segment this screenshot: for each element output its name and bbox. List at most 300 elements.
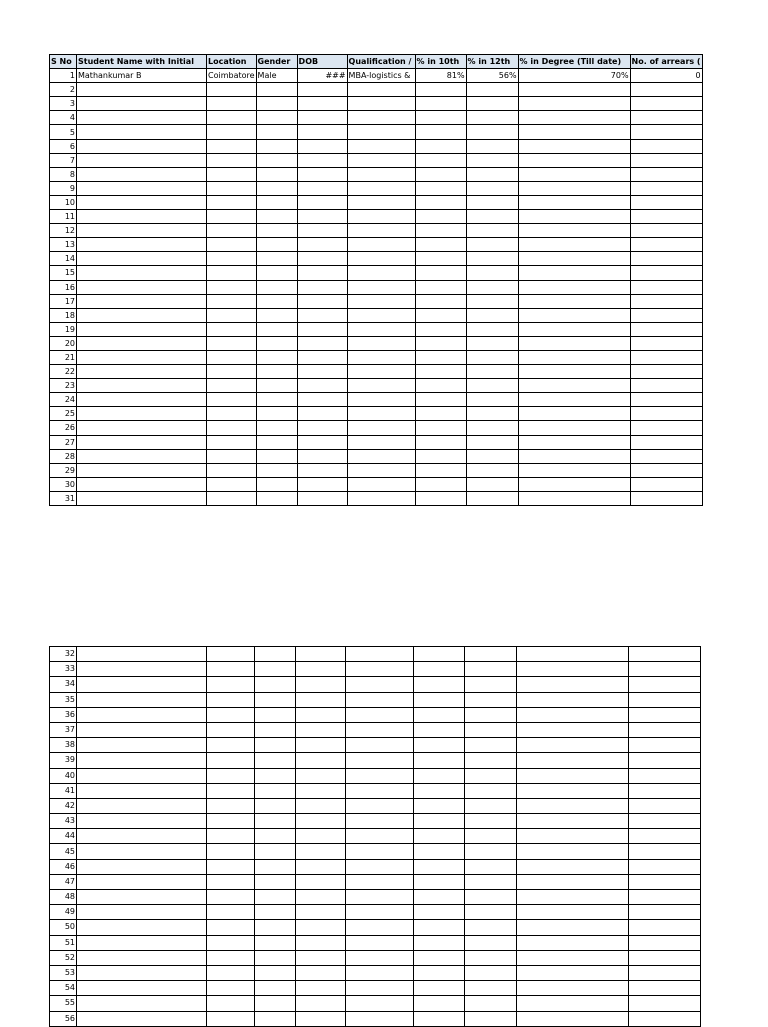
cell-arrears[interactable] [630,125,702,139]
cell-student-name[interactable] [77,477,207,491]
cell-qualification[interactable] [347,407,415,421]
cell-pct-12th[interactable] [466,435,518,449]
cell-pct-12th[interactable] [465,829,517,844]
cell-dob[interactable] [297,111,347,125]
cell-gender[interactable] [255,965,296,980]
cell-pct-degree[interactable] [517,707,629,722]
cell-location[interactable] [207,365,257,379]
cell-student-name[interactable] [77,920,207,935]
cell-dob[interactable] [297,266,347,280]
cell-qualification[interactable] [346,920,414,935]
cell-location[interactable] [207,753,255,768]
cell-qualification[interactable] [346,783,414,798]
cell-pct-12th[interactable] [466,280,518,294]
cell-pct-degree[interactable] [518,365,630,379]
cell-gender[interactable] [256,111,297,125]
cell-student-name[interactable] [77,435,207,449]
cell-student-name[interactable] [77,935,207,950]
cell-arrears[interactable] [630,111,702,125]
cell-location[interactable] [207,224,257,238]
cell-arrears[interactable] [630,365,702,379]
cell-dob[interactable] [296,829,346,844]
cell-pct-degree[interactable] [518,210,630,224]
cell-location[interactable] [207,153,257,167]
cell-location[interactable] [207,195,257,209]
cell-gender[interactable] [256,336,297,350]
cell-dob[interactable] [296,662,346,677]
cell-gender[interactable] [255,981,296,996]
cell-pct-12th[interactable] [465,950,517,965]
cell-location[interactable] [207,996,255,1011]
cell-pct-12th[interactable] [466,139,518,153]
cell-arrears[interactable] [629,996,701,1011]
cell-sno[interactable]: 2 [50,83,77,97]
cell-arrears[interactable] [630,421,702,435]
cell-sno[interactable]: 55 [50,996,77,1011]
cell-qualification[interactable] [347,379,415,393]
cell-pct-12th[interactable] [466,463,518,477]
cell-arrears[interactable] [630,322,702,336]
cell-dob[interactable] [297,83,347,97]
cell-student-name[interactable] [77,844,207,859]
cell-arrears[interactable] [630,181,702,195]
cell-sno[interactable]: 22 [50,365,77,379]
cell-arrears[interactable] [630,379,702,393]
cell-location[interactable] [207,981,255,996]
cell-pct-degree[interactable] [517,935,629,950]
cell-pct-12th[interactable] [466,195,518,209]
cell-location[interactable] [207,294,257,308]
cell-dob[interactable] [297,153,347,167]
cell-location[interactable] [207,844,255,859]
cell-sno[interactable]: 53 [50,965,77,980]
cell-qualification[interactable] [347,139,415,153]
cell-qualification[interactable] [346,981,414,996]
cell-student-name[interactable] [77,874,207,889]
cell-student-name[interactable] [77,365,207,379]
cell-pct-12th[interactable] [466,322,518,336]
cell-location[interactable] [207,798,255,813]
cell-pct-12th[interactable] [465,965,517,980]
cell-gender[interactable] [255,662,296,677]
cell-location[interactable] [207,491,257,505]
cell-dob[interactable] [296,768,346,783]
cell-sno[interactable]: 36 [50,707,77,722]
cell-arrears[interactable] [630,139,702,153]
cell-student-name[interactable] [77,280,207,294]
cell-gender[interactable] [256,97,297,111]
cell-arrears[interactable] [629,981,701,996]
cell-dob[interactable] [297,336,347,350]
cell-location[interactable] [207,768,255,783]
cell-gender[interactable] [255,814,296,829]
cell-pct-10th[interactable] [414,692,465,707]
cell-pct-10th[interactable] [414,920,465,935]
cell-student-name[interactable] [77,195,207,209]
cell-gender[interactable] [256,139,297,153]
cell-student-name[interactable] [77,890,207,905]
cell-dob[interactable] [297,139,347,153]
cell-dob[interactable] [296,935,346,950]
cell-pct-degree[interactable] [517,753,629,768]
cell-qualification[interactable] [346,905,414,920]
cell-sno[interactable]: 35 [50,692,77,707]
cell-sno[interactable]: 46 [50,859,77,874]
cell-qualification[interactable] [347,195,415,209]
cell-arrears[interactable] [629,677,701,692]
cell-pct-10th[interactable] [414,814,465,829]
cell-qualification[interactable]: MBA-logistics & [347,69,415,83]
cell-arrears[interactable] [630,294,702,308]
cell-gender[interactable] [256,125,297,139]
cell-arrears[interactable] [630,393,702,407]
cell-pct-12th[interactable] [465,662,517,677]
cell-gender[interactable] [255,722,296,737]
cell-arrears[interactable] [629,662,701,677]
cell-qualification[interactable] [347,266,415,280]
cell-pct-12th[interactable] [466,477,518,491]
cell-pct-12th[interactable] [466,111,518,125]
cell-sno[interactable]: 21 [50,350,77,364]
cell-student-name[interactable] [77,814,207,829]
cell-pct-12th[interactable] [465,905,517,920]
cell-sno[interactable]: 14 [50,252,77,266]
cell-sno[interactable]: 44 [50,829,77,844]
cell-qualification[interactable] [346,935,414,950]
cell-pct-10th[interactable] [415,167,466,181]
cell-location[interactable] [207,266,257,280]
cell-qualification[interactable] [346,677,414,692]
cell-sno[interactable]: 29 [50,463,77,477]
cell-location[interactable] [207,935,255,950]
cell-qualification[interactable] [346,996,414,1011]
cell-qualification[interactable] [347,322,415,336]
cell-pct-10th[interactable] [415,294,466,308]
cell-pct-10th[interactable] [415,350,466,364]
cell-pct-10th[interactable] [414,753,465,768]
cell-location[interactable]: Coimbatore [207,69,257,83]
cell-pct-degree[interactable] [518,224,630,238]
cell-dob[interactable] [297,393,347,407]
cell-gender[interactable] [255,677,296,692]
cell-dob[interactable] [297,435,347,449]
cell-pct-12th[interactable] [465,890,517,905]
cell-pct-10th[interactable] [415,280,466,294]
cell-gender[interactable] [256,365,297,379]
cell-gender[interactable] [256,407,297,421]
cell-sno[interactable]: 43 [50,814,77,829]
cell-dob[interactable] [297,463,347,477]
cell-qualification[interactable] [346,844,414,859]
cell-pct-10th[interactable] [414,950,465,965]
cell-pct-degree[interactable] [518,491,630,505]
cell-pct-10th[interactable] [415,393,466,407]
cell-student-name[interactable] [77,692,207,707]
cell-student-name[interactable] [77,707,207,722]
cell-pct-12th[interactable] [465,996,517,1011]
cell-student-name[interactable] [77,981,207,996]
cell-pct-10th[interactable] [414,996,465,1011]
cell-sno[interactable]: 42 [50,798,77,813]
cell-pct-10th[interactable] [415,322,466,336]
cell-student-name[interactable] [77,294,207,308]
cell-pct-degree[interactable] [517,890,629,905]
header-gender[interactable]: Gender [256,55,297,69]
cell-student-name[interactable] [77,647,207,662]
cell-qualification[interactable] [347,83,415,97]
cell-student-name[interactable] [77,996,207,1011]
cell-pct-12th[interactable] [465,677,517,692]
cell-student-name[interactable] [77,181,207,195]
header-sno[interactable]: S No [50,55,77,69]
cell-qualification[interactable] [347,280,415,294]
cell-sno[interactable]: 49 [50,905,77,920]
cell-gender[interactable]: Male [256,69,297,83]
cell-dob[interactable] [297,238,347,252]
cell-arrears[interactable] [630,224,702,238]
cell-location[interactable] [207,97,257,111]
cell-location[interactable] [207,905,255,920]
cell-gender[interactable] [256,294,297,308]
cell-pct-degree[interactable] [518,111,630,125]
cell-gender[interactable] [256,308,297,322]
cell-qualification[interactable] [347,294,415,308]
cell-sno[interactable]: 5 [50,125,77,139]
cell-location[interactable] [207,463,257,477]
cell-gender[interactable] [256,210,297,224]
cell-pct-10th[interactable] [414,783,465,798]
cell-dob[interactable] [296,890,346,905]
cell-dob[interactable] [296,647,346,662]
cell-sno[interactable]: 15 [50,266,77,280]
cell-gender[interactable] [255,935,296,950]
cell-pct-degree[interactable] [517,662,629,677]
cell-sno[interactable]: 3 [50,97,77,111]
cell-sno[interactable]: 18 [50,308,77,322]
cell-qualification[interactable] [347,308,415,322]
cell-pct-10th[interactable] [415,407,466,421]
cell-student-name[interactable] [77,677,207,692]
cell-pct-12th[interactable] [466,407,518,421]
cell-location[interactable] [207,308,257,322]
cell-dob[interactable] [297,407,347,421]
cell-sno[interactable]: 33 [50,662,77,677]
cell-pct-12th[interactable] [466,167,518,181]
cell-arrears[interactable] [629,798,701,813]
cell-gender[interactable] [255,798,296,813]
cell-sno[interactable]: 52 [50,950,77,965]
cell-gender[interactable] [256,350,297,364]
cell-pct-12th[interactable] [466,379,518,393]
cell-gender[interactable] [255,647,296,662]
cell-pct-12th[interactable] [466,336,518,350]
cell-dob[interactable] [297,365,347,379]
cell-location[interactable] [207,210,257,224]
cell-arrears[interactable] [629,829,701,844]
cell-gender[interactable] [255,829,296,844]
cell-pct-10th[interactable] [414,981,465,996]
header-qualification[interactable]: Qualification / [347,55,415,69]
cell-pct-10th[interactable] [415,181,466,195]
cell-pct-degree[interactable] [517,798,629,813]
cell-dob[interactable] [297,449,347,463]
cell-arrears[interactable] [630,83,702,97]
cell-gender[interactable] [256,393,297,407]
cell-pct-degree[interactable] [518,379,630,393]
cell-arrears[interactable] [629,935,701,950]
cell-qualification[interactable] [346,662,414,677]
cell-dob[interactable] [296,874,346,889]
cell-pct-10th[interactable] [414,798,465,813]
cell-student-name[interactable] [77,859,207,874]
cell-pct-degree[interactable] [518,308,630,322]
cell-pct-10th[interactable] [415,139,466,153]
cell-qualification[interactable] [347,97,415,111]
cell-gender[interactable] [256,224,297,238]
cell-gender[interactable] [255,753,296,768]
cell-dob[interactable] [297,167,347,181]
cell-dob[interactable] [296,722,346,737]
cell-qualification[interactable] [346,647,414,662]
cell-sno[interactable]: 40 [50,768,77,783]
cell-arrears[interactable] [629,707,701,722]
cell-pct-10th[interactable] [415,477,466,491]
cell-student-name[interactable] [77,83,207,97]
cell-dob[interactable] [297,294,347,308]
cell-arrears[interactable] [629,905,701,920]
cell-arrears[interactable] [629,920,701,935]
cell-arrears[interactable] [629,722,701,737]
cell-sno[interactable]: 39 [50,753,77,768]
cell-pct-degree[interactable] [518,97,630,111]
cell-gender[interactable] [255,707,296,722]
cell-arrears[interactable] [630,210,702,224]
cell-student-name[interactable] [77,224,207,238]
cell-pct-12th[interactable] [465,692,517,707]
cell-location[interactable] [207,950,255,965]
cell-pct-degree[interactable] [517,920,629,935]
cell-pct-10th[interactable] [415,83,466,97]
cell-pct-degree[interactable] [517,677,629,692]
cell-qualification[interactable] [347,491,415,505]
cell-pct-12th[interactable] [466,181,518,195]
cell-student-name[interactable] [77,139,207,153]
cell-qualification[interactable] [347,224,415,238]
cell-arrears[interactable] [630,266,702,280]
cell-gender[interactable] [256,153,297,167]
cell-pct-degree[interactable] [517,829,629,844]
cell-arrears[interactable] [630,167,702,181]
cell-pct-degree[interactable] [517,996,629,1011]
cell-qualification[interactable] [347,393,415,407]
cell-student-name[interactable] [77,950,207,965]
cell-pct-degree[interactable] [518,181,630,195]
cell-pct-12th[interactable] [466,491,518,505]
cell-dob[interactable] [297,210,347,224]
cell-dob[interactable] [297,322,347,336]
cell-student-name[interactable] [77,768,207,783]
cell-sno[interactable]: 31 [50,491,77,505]
cell-gender[interactable] [256,181,297,195]
cell-arrears[interactable] [629,859,701,874]
cell-arrears[interactable] [629,647,701,662]
cell-pct-12th[interactable] [466,294,518,308]
cell-arrears[interactable] [629,768,701,783]
cell-student-name[interactable] [77,393,207,407]
cell-pct-10th[interactable] [414,722,465,737]
cell-sno[interactable]: 34 [50,677,77,692]
cell-pct-12th[interactable] [466,210,518,224]
cell-sno[interactable]: 11 [50,210,77,224]
cell-dob[interactable] [296,920,346,935]
cell-arrears[interactable] [630,477,702,491]
cell-pct-degree[interactable] [518,322,630,336]
cell-arrears[interactable] [629,844,701,859]
cell-student-name[interactable] [77,153,207,167]
cell-student-name[interactable] [77,965,207,980]
cell-arrears[interactable] [630,252,702,266]
cell-student-name[interactable] [77,336,207,350]
cell-pct-degree[interactable] [518,266,630,280]
cell-student-name[interactable] [77,322,207,336]
cell-location[interactable] [207,707,255,722]
cell-student-name[interactable] [77,905,207,920]
cell-pct-degree[interactable] [517,905,629,920]
cell-pct-12th[interactable] [466,224,518,238]
cell-qualification[interactable] [347,238,415,252]
cell-pct-degree[interactable] [518,83,630,97]
cell-pct-10th[interactable] [415,308,466,322]
cell-sno[interactable]: 45 [50,844,77,859]
cell-gender[interactable] [255,692,296,707]
cell-pct-10th[interactable] [415,125,466,139]
cell-pct-10th[interactable] [415,491,466,505]
cell-dob[interactable] [297,224,347,238]
cell-student-name[interactable] [77,783,207,798]
cell-arrears[interactable]: 0 [630,69,702,83]
cell-qualification[interactable] [346,768,414,783]
cell-arrears[interactable] [629,814,701,829]
cell-dob[interactable]: ### [297,69,347,83]
cell-pct-12th[interactable] [465,783,517,798]
cell-pct-10th[interactable] [414,874,465,889]
cell-location[interactable] [207,477,257,491]
cell-gender[interactable] [255,890,296,905]
cell-sno[interactable]: 20 [50,336,77,350]
cell-pct-10th[interactable] [415,210,466,224]
cell-location[interactable] [207,647,255,662]
cell-arrears[interactable] [629,950,701,965]
cell-location[interactable] [207,920,255,935]
cell-sno[interactable]: 28 [50,449,77,463]
header-arrears[interactable]: No. of arrears ( [630,55,702,69]
cell-dob[interactable] [296,738,346,753]
cell-student-name[interactable] [77,722,207,737]
cell-pct-10th[interactable] [414,662,465,677]
cell-gender[interactable] [256,379,297,393]
cell-location[interactable] [207,814,255,829]
cell-dob[interactable] [296,965,346,980]
cell-pct-degree[interactable] [518,449,630,463]
cell-student-name[interactable] [77,210,207,224]
cell-pct-10th[interactable] [414,859,465,874]
cell-sno[interactable]: 32 [50,647,77,662]
cell-pct-degree[interactable] [518,421,630,435]
cell-pct-10th[interactable] [414,677,465,692]
cell-gender[interactable] [255,905,296,920]
cell-student-name[interactable] [77,662,207,677]
header-pct-12th[interactable]: % in 12th [466,55,518,69]
